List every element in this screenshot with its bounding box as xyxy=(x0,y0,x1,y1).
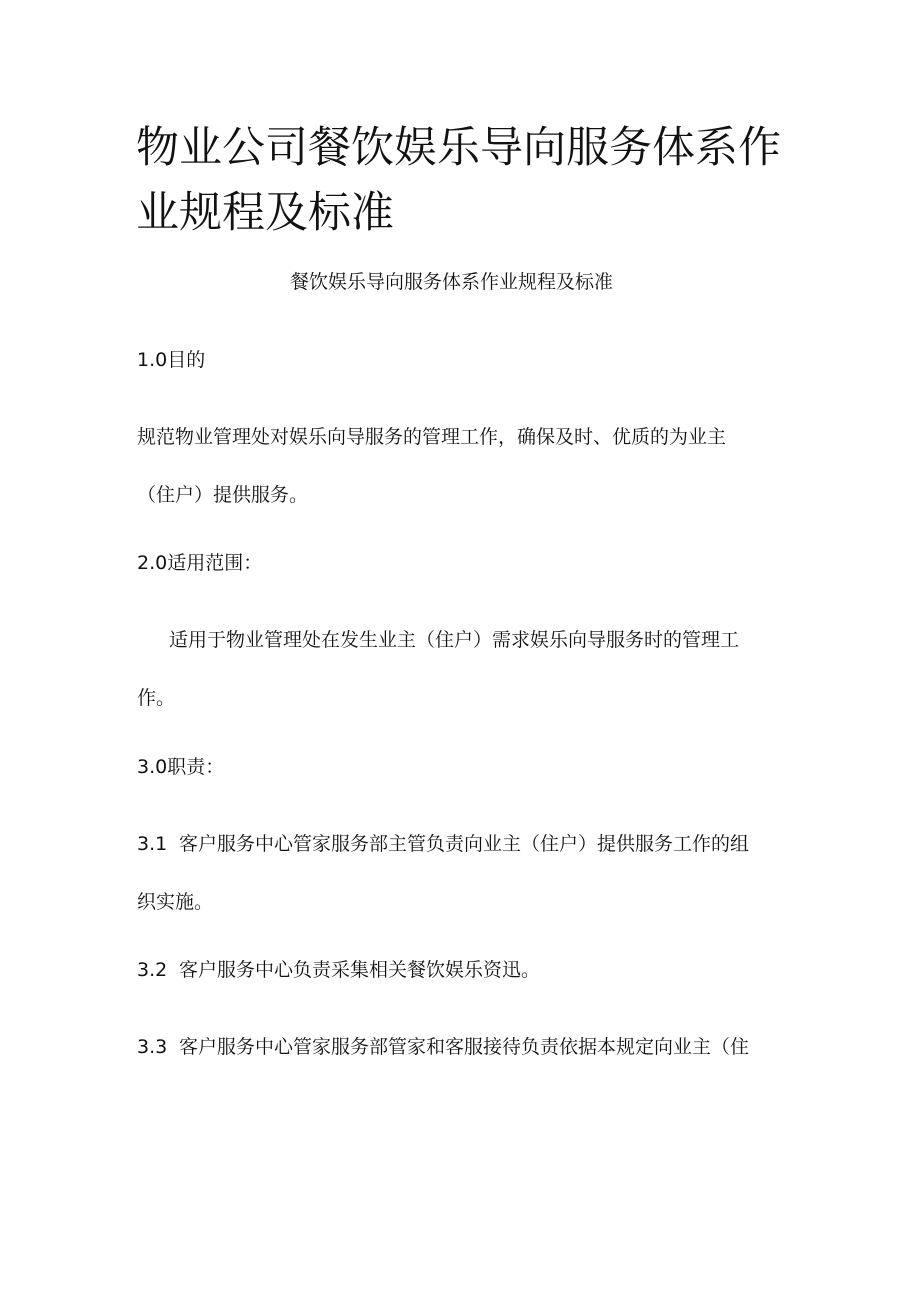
title-line-2: 业规程及标准 xyxy=(136,188,394,238)
document-title xyxy=(136,116,786,246)
scope-text-line-1: 适用于物业管理处在发生业主（住户）需求娱乐向导服务时的管理工 xyxy=(169,629,740,651)
duty-item-3-1 xyxy=(137,815,787,931)
purpose-text-line-1: 规范物业管理处对娱乐向导服务的管理工作，确保及时、优质的为业主 xyxy=(137,426,727,448)
duty-item-number: 3.3 xyxy=(137,1036,168,1058)
duty-item-number: 3.2 xyxy=(137,959,168,981)
duty-item-3-1-line-2: 织实施。 xyxy=(137,891,214,913)
title-line-1: 物业公司餐饮娱乐导向服务体系作 xyxy=(136,123,781,173)
duty-item-3-1-line-1: 客户服务中心管家服务部主管负责向业主（住户）提供服务工作的组 xyxy=(179,833,750,855)
document-subtitle: 餐饮娱乐导向服务体系作业规程及标准 xyxy=(290,271,614,293)
duty-item-3-3-line-1: 客户服务中心管家服务部管家和客服接待负责依据本规定向业主（住 xyxy=(179,1036,750,1058)
section-scope-text xyxy=(137,611,787,727)
section-duty-heading: 3.0职责： xyxy=(137,756,225,778)
duty-item-3-2-line-1: 客户服务中心负责采集相关餐饮娱乐资迅。 xyxy=(179,959,541,981)
scope-text-line-2: 作。 xyxy=(137,687,176,709)
section-scope-heading: 2.0适用范围： xyxy=(137,552,263,574)
duty-item-3-2 xyxy=(137,941,787,999)
duty-item-3-3 xyxy=(137,1018,787,1076)
section-purpose-text xyxy=(137,408,787,524)
purpose-text-line-2: （住户）提供服务。 xyxy=(137,484,309,506)
section-purpose-heading: 1.0目的 xyxy=(137,349,206,371)
duty-item-number: 3.1 xyxy=(137,833,168,855)
